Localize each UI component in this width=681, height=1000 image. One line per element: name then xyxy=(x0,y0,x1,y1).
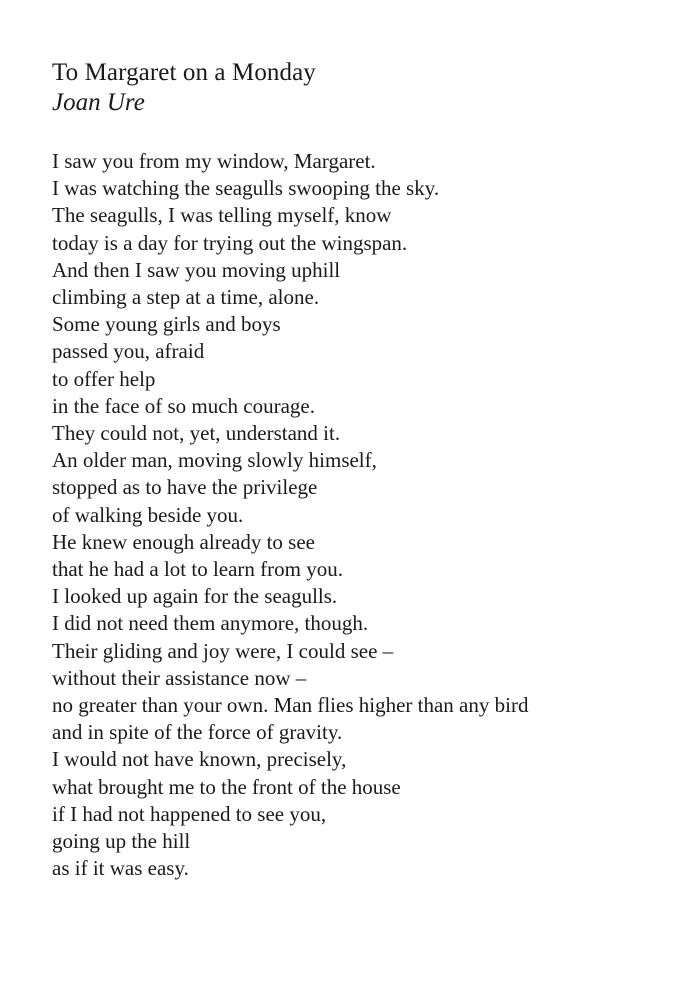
poem-body xyxy=(52,148,672,882)
poem-line: They could not, yet, understand it. xyxy=(52,421,341,446)
poem-line: Some young girls and boys xyxy=(52,312,281,337)
poem-line: An older man, moving slowly himself, xyxy=(52,448,377,473)
poem-line: and in spite of the force of gravity. xyxy=(52,720,343,745)
poem-line: to offer help xyxy=(52,366,156,391)
poem-line: going up the hill xyxy=(52,829,191,854)
poem-line: I saw you from my window, Margaret. xyxy=(52,149,376,173)
poem-line: The seagulls, I was telling myself, know xyxy=(52,203,392,228)
poem-line: that he had a lot to learn from you. xyxy=(52,557,343,582)
poem-author: Joan Ure xyxy=(52,89,145,116)
poem-line: what brought me to the front of the house xyxy=(52,774,401,799)
poem-line: Their gliding and joy were, I could see – xyxy=(52,638,394,663)
poem-line: He knew enough already to see xyxy=(52,529,315,554)
poem-line: And then I saw you moving uphill xyxy=(52,257,341,282)
poem-line: in the face of so much courage. xyxy=(52,393,315,418)
poem-line: of walking beside you. xyxy=(52,502,244,527)
poem-line: I did not need them anymore, though. xyxy=(52,611,369,636)
poem-line: if I had not happened to see you, xyxy=(52,801,327,826)
poem-title: To Margaret on a Monday xyxy=(52,59,316,86)
poem-line: passed you, afraid xyxy=(52,339,205,364)
poem-line: no greater than your own. Man flies higher than any bird xyxy=(52,693,529,718)
poem-line: as if it was easy. xyxy=(52,856,189,881)
poem-line: climbing a step at a time, alone. xyxy=(52,285,320,310)
poem-line: stopped as to have the privilege xyxy=(52,475,318,500)
poem-line: without their assistance now – xyxy=(52,665,307,690)
poem-page xyxy=(52,58,672,882)
poem-line: I looked up again for the seagulls. xyxy=(52,584,338,609)
poem-line: today is a day for trying out the wingspan. xyxy=(52,230,408,255)
poem-line: I was watching the seagulls swooping the sky. xyxy=(52,176,440,201)
poem-line: I would not have known, precisely, xyxy=(52,747,347,772)
